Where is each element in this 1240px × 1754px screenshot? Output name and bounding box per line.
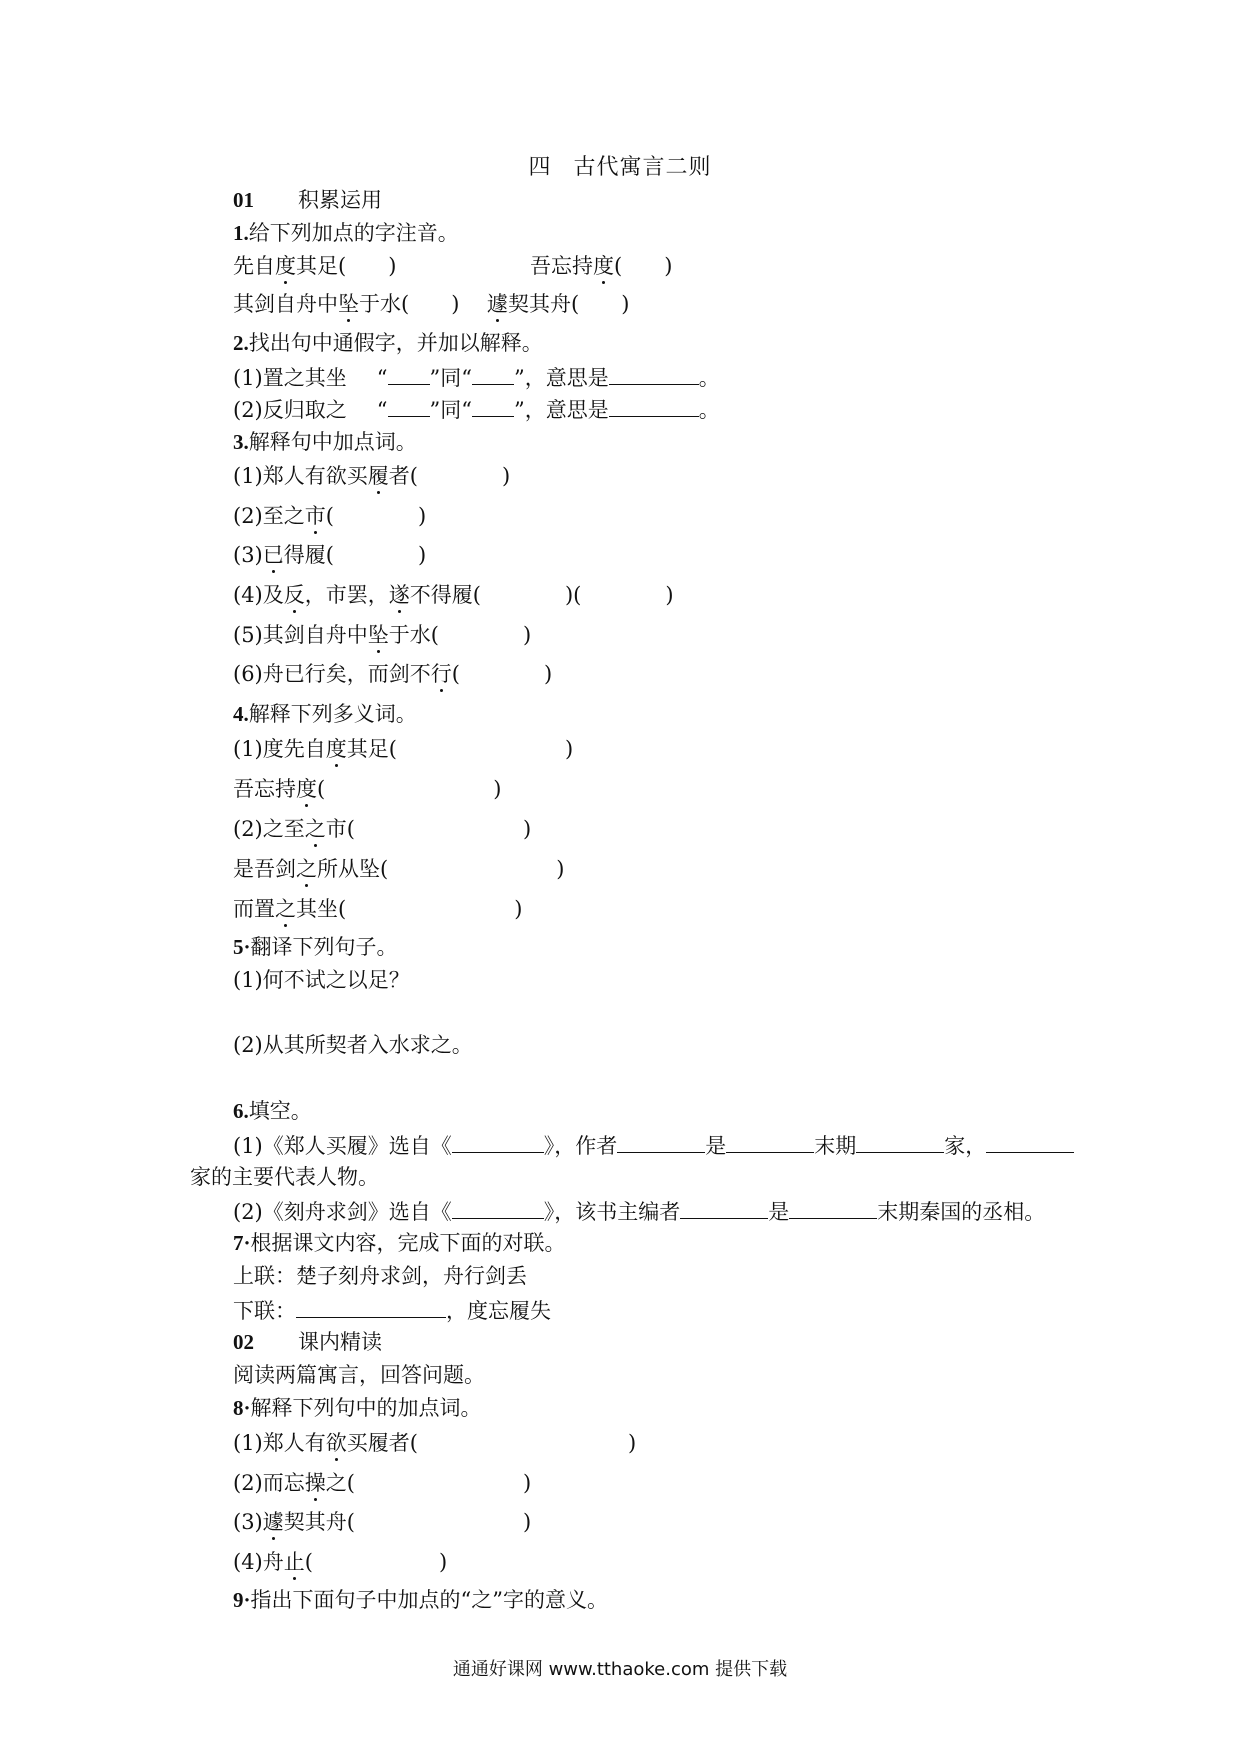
question-2-item-1: (1)置之其坐 “ ”同“ ”，意思是 。 (233, 362, 720, 392)
question-1-row-2b: 遽契其舟( ) (487, 292, 630, 316)
title-number: 四 (528, 155, 552, 180)
question-4-prompt: 4.解释下列多义词。 (233, 702, 417, 726)
page-footer: 通通好课网 www.tthaoke.com 提供下载 (452, 1659, 788, 1680)
question-4-item-3: (2)之至之市( ) (233, 817, 532, 841)
reading-instruction: 阅读两篇寓言，回答问题。 (233, 1363, 485, 1387)
question-1-row-2: 其剑自舟中坠于水( ) (233, 292, 460, 316)
question-4-item-4: 是吾剑之所从坠( ) (233, 857, 565, 881)
question-8-prompt: 8·解释下列句中的加点词。 (233, 1396, 482, 1420)
couplet-lower: 下联： ，度忘履失 (233, 1295, 551, 1325)
question-1-row-1b: 吾忘持度( ) (530, 254, 673, 278)
question-8-item-2: (2)而忘操之( ) (233, 1471, 532, 1495)
question-8-item-4: (4)舟止( ) (233, 1550, 448, 1574)
question-1-prompt: 1.给下列加点的字注音。 (233, 221, 459, 245)
question-5-item-2: (2)从其所契者入水求之。 (233, 1033, 473, 1057)
section-heading-02: 02 课内精读 (233, 1330, 382, 1354)
question-4-item-1: (1)度先自度其足( ) (233, 737, 574, 761)
section-heading-01: 01 积累运用 (233, 188, 382, 212)
question-6-item-1: (1)《郑人买履》选自《 》，作者 是 末期 家， (233, 1130, 1074, 1160)
question-3-item-1: (1)郑人有欲买履者( ) (233, 464, 511, 488)
question-3-item-5: (5)其剑自舟中坠于水( ) (233, 623, 532, 647)
question-6-prompt: 6.填空。 (233, 1099, 312, 1123)
couplet-upper: 上联：楚子刻舟求剑，舟行剑丢 (233, 1264, 527, 1288)
page-title (0, 150, 1240, 181)
question-3-item-4: (4)及反，市罢，遂不得履( )( ) (233, 583, 674, 607)
question-2-item-2: (2)反归取之 “ ”同“ ”，意思是 。 (233, 394, 720, 424)
question-7-prompt: 7·根据课文内容，完成下面的对联。 (233, 1231, 566, 1255)
question-8-item-3: (3)遽契其舟( ) (233, 1510, 532, 1534)
question-8-item-1: (1)郑人有欲买履者( ) (233, 1431, 637, 1455)
question-3-item-6: (6)舟已行矣，而剑不行( ) (233, 662, 553, 686)
question-4-item-5: 而置之其坐( ) (233, 897, 523, 921)
question-6-item-1-cont: 家的主要代表人物。 (190, 1165, 379, 1189)
question-5-item-1: (1)何不试之以足？ (233, 968, 410, 992)
question-9-prompt: 9·指出下面句子中加点的“之”字的意义。 (233, 1588, 608, 1612)
question-2-prompt: 2.找出句中通假字，并加以解释。 (233, 331, 543, 355)
title-text: 古代寓言二则 (573, 155, 712, 180)
question-1-row-1: 先自度其足( ) (233, 254, 397, 278)
question-6-item-2: (2)《刻舟求剑》选自《 》，该书主编者 是 末期秦国的丞相。 (233, 1196, 1045, 1226)
question-3-item-3: (3)已得履( ) (233, 543, 427, 567)
question-3-prompt: 3.解释句中加点词。 (233, 430, 417, 454)
question-3-item-2: (2)至之市( ) (233, 504, 427, 528)
question-5-prompt: 5·翻译下列句子。 (233, 935, 398, 959)
question-4-item-2: 吾忘持度( ) (233, 777, 502, 801)
